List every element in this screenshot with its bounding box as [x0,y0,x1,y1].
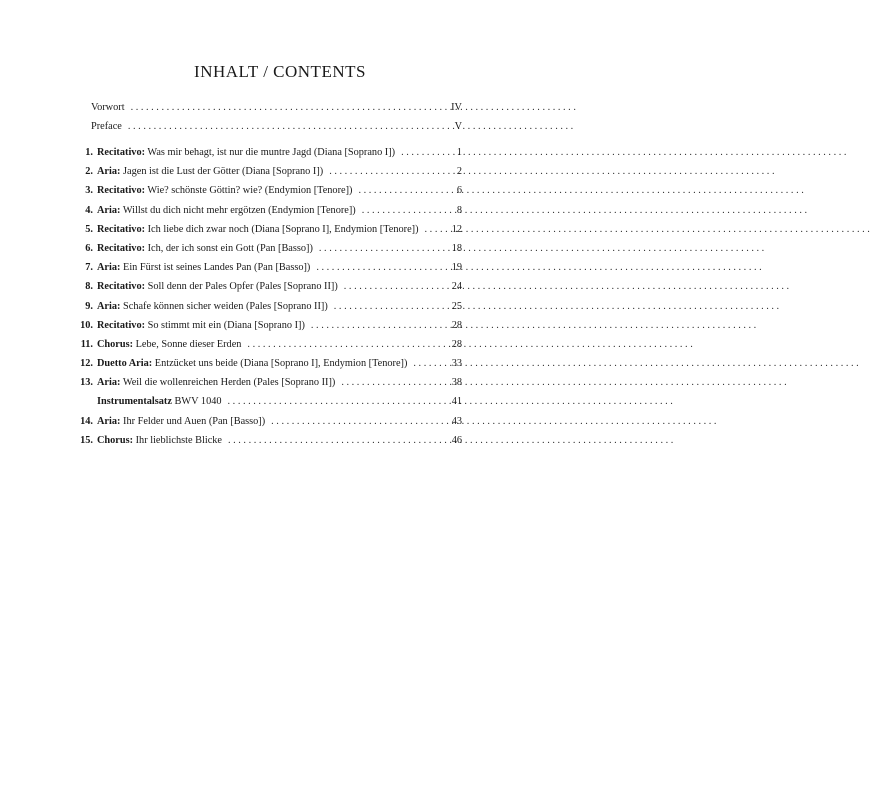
movement-text: Schafe können sicher weiden (Pales [Soprano II]) [123,300,328,312]
leader-dots [228,431,438,450]
leader-dots [334,297,438,316]
toc-entry [78,181,462,200]
leader-dots [319,239,438,258]
page-number: 19 [451,262,462,274]
movement-type: Chorus: [97,338,134,350]
movement-text: Was mir behagt, ist nur die muntre Jagd (Diana [Soprano I]) [147,147,396,158]
movement-type: Recitativo: [97,223,146,235]
movement-text: BWV 1040 [174,396,222,408]
page-title: INHALT / CONTENTS [194,62,366,81]
movement-text: Weil die wollenreichen Herden (Pales [Soprano II]) [122,377,336,389]
movement-type: Aria: [97,415,121,427]
movement-text: Ihr Felder und Auen (Pan [Basso]) [123,415,266,427]
movement-type: Recitativo: [97,147,146,158]
movement-number: 2. [85,166,93,178]
toc-entry [78,354,462,373]
page-number: IV [451,102,462,113]
leader-dots [401,143,438,162]
page-number: 41 [451,396,462,408]
movement-text: Wie? schönste Göttin? wie? (Endymion [Tenore]) [147,185,353,197]
movement-number: 1. [85,147,93,158]
leader-dots [425,220,438,239]
movement-number: 6. [85,242,93,254]
movement-title [97,201,356,220]
movement-text: Ich, der ich sonst ein Gott (Pan [Basso]) [147,242,313,254]
toc-entry [78,335,462,354]
movement-title [97,297,328,316]
movement-title [97,431,222,450]
movement-list [78,143,462,450]
movement-type: Aria: [97,300,121,312]
toc-entry [78,316,462,335]
toc-entry [78,277,462,296]
page-number: 25 [451,300,462,312]
movement-number: 5. [85,223,93,235]
movement-type: Duetto Aria: [97,358,153,370]
front-matter-item [78,98,462,117]
toc-entry [78,297,462,316]
movement-title [97,392,222,411]
toc-entry [78,143,462,162]
movement-title [97,373,335,392]
movement-type: Chorus: [97,434,134,446]
movement-type: Aria: [97,262,121,274]
movement-text: Entzücket uns beide (Diana [Soprano I], Endymion [Tenore]) [154,358,408,370]
toc-entry [78,220,462,239]
movement-number: 10. [80,319,93,331]
movement-type: Aria: [97,204,121,216]
toc-entry [78,201,462,220]
movement-title [97,277,338,296]
movement-number: 11. [80,338,93,350]
movement-type: Aria: [97,166,121,178]
movement-title [97,181,352,200]
movement-text: Ich liebe dich zwar noch (Diana [Soprano I], Endymion [Tenore]) [147,223,419,235]
movement-number: 12. [80,358,93,370]
movement-type: Recitativo: [97,242,146,254]
page-number: 24 [451,281,462,293]
leader-dots [228,392,438,411]
front-matter-label: Vorwort [91,102,125,113]
page-number: 33 [451,358,462,370]
movement-text: Jagen ist die Lust der Götter (Diana [Soprano I]) [123,166,324,178]
toc-entry [78,239,462,258]
movement-title [97,412,265,431]
movement-text: So stimmt mit ein (Diana [Soprano I]) [147,319,305,331]
leader-dots [329,162,438,181]
movement-text: Ihr lieblichste Blicke [135,434,222,446]
movement-text: Ein Fürst ist seines Landes Pan (Pan [Basso]) [123,262,311,274]
page-number: V [454,121,462,133]
movement-type: Recitativo: [97,281,146,293]
movement-title [97,239,313,258]
page-number: 43 [451,415,462,427]
page-number: 8 [456,204,462,216]
movement-title [97,143,395,162]
movement-title [97,354,407,373]
leader-dots [413,354,438,373]
movement-number: 9. [85,300,93,312]
leader-dots [128,117,438,136]
movement-number: 4. [85,204,93,216]
toc-entry [78,431,462,450]
movement-title [97,220,419,239]
movement-title [97,258,310,277]
leader-dots [311,316,438,335]
page-number: 28 [451,338,462,350]
leader-dots [131,98,438,117]
movement-number: 7. [85,262,93,274]
leader-dots [316,258,438,277]
movement-number: 8. [85,281,93,293]
leader-dots [362,201,438,220]
movement-type: Instrumentalsatz [97,396,172,408]
toc-entry [78,162,462,181]
toc-entry [78,373,462,392]
page-number: 1 [456,147,462,158]
leader-dots [358,181,438,200]
page-number: 12 [451,223,462,235]
toc-entry [78,412,462,431]
movement-text: Willst du dich nicht mehr ergötzen (Endymion [Tenore]) [122,204,356,216]
movement-number: 13. [80,377,93,389]
movement-number: 14. [80,415,93,427]
movement-text: Soll denn der Pales Opfer (Pales [Soprano II]) [147,281,338,293]
toc-entry [78,392,462,411]
movement-type: Recitativo: [97,185,146,197]
page-number: 28 [451,319,462,331]
toc-entry [78,258,462,277]
page-number: 6 [456,185,462,197]
page-number: 46 [451,434,462,446]
movement-text: Lebe, Sonne dieser Erden [135,338,242,350]
movement-title [97,316,305,335]
page-number: 2 [456,166,462,178]
leader-dots [341,373,438,392]
front-matter-list [78,98,462,136]
leader-dots [271,412,438,431]
movement-number: 15. [80,434,93,446]
movement-type: Aria: [97,377,121,389]
movement-title [97,162,323,181]
page-number: 38 [451,377,462,389]
leader-dots [344,277,438,296]
page-number: 18 [451,242,462,254]
front-matter-label: Preface [91,121,122,133]
movement-title [97,335,241,354]
leader-dots [247,335,438,354]
front-matter-item [78,117,462,136]
movement-type: Recitativo: [97,319,146,331]
movement-number: 3. [85,185,93,197]
